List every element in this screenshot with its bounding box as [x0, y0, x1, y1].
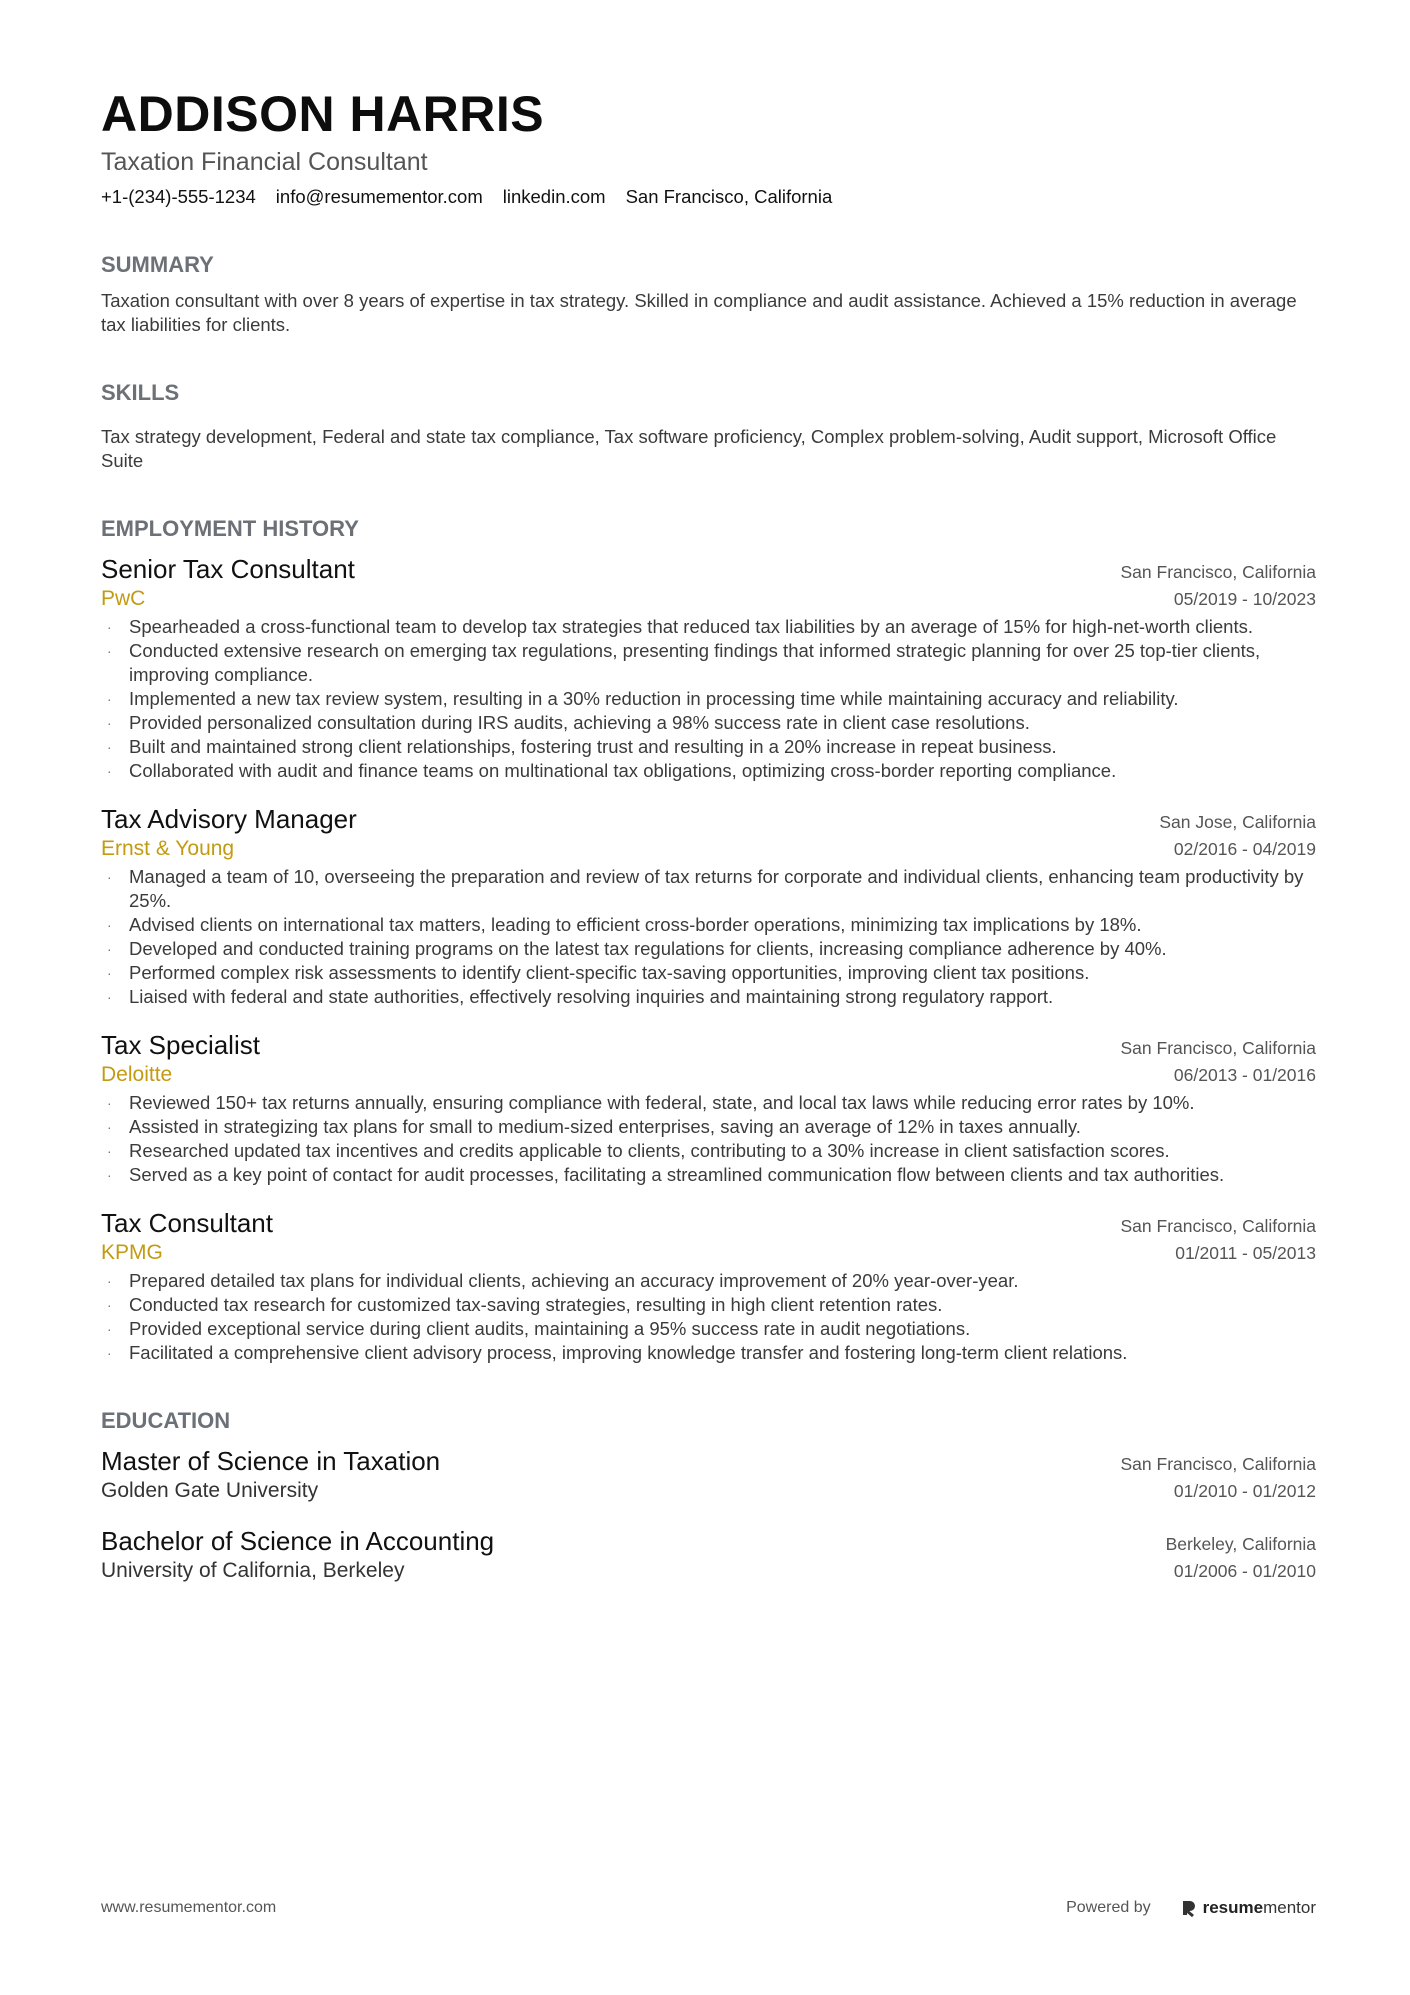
- job-entry: [101, 553, 1316, 783]
- achievement-text: Performed complex risk assessments to identify client-specific tax-saving opportunities, improving client tax positions.: [129, 962, 1090, 983]
- job-subheader-row: [101, 1061, 1316, 1089]
- achievement-item: [101, 1115, 1316, 1139]
- achievement-text: Advised clients on international tax matters, leading to efficient cross-border operations, minimizing tax implications by 18%.: [129, 914, 1142, 935]
- company-name: PwC: [101, 587, 146, 610]
- bullet-icon: ·: [107, 643, 112, 659]
- achievement-list: [101, 1091, 1316, 1187]
- achievement-item: [101, 735, 1316, 759]
- achievement-list: [101, 1269, 1316, 1365]
- education-section: [101, 1407, 1316, 1585]
- achievement-text: Conducted extensive research on emerging tax regulations, presenting findings that informed strategic planning for over 25 top-tier clients, improving compliance.: [129, 640, 1261, 685]
- achievement-item: [101, 1163, 1316, 1187]
- bullet-icon: ·: [107, 1143, 112, 1159]
- school-name: Golden Gate University: [101, 1479, 319, 1502]
- resumementor-logo-icon: [1181, 1899, 1197, 1917]
- job-subheader-row: [101, 585, 1316, 613]
- brand-rest: mentor: [1263, 1898, 1316, 1917]
- contact-phone: +1-(234)-555-1234: [101, 186, 256, 207]
- achievement-text: Built and maintained strong client relationships, fostering trust and resulting in a 20% increase in repeat business.: [129, 736, 1057, 757]
- job-title: Senior Tax Consultant: [101, 554, 355, 584]
- achievement-text: Provided personalized consultation during IRS audits, achieving a 98% success rate in client case resolutions.: [129, 712, 1030, 733]
- achievement-item: [101, 1317, 1316, 1341]
- employment-heading: EMPLOYMENT HISTORY: [101, 516, 359, 541]
- contact-linkedin: linkedin.com: [502, 186, 606, 207]
- summary-text: Taxation consultant with over 8 years of expertise in tax strategy. Skilled in compliance and audit assistance. Achieved a 15% reduction in average tax liabilities for clients.: [101, 290, 1297, 335]
- brand-logo: [1181, 1898, 1316, 1918]
- summary-heading: SUMMARY: [101, 252, 214, 277]
- achievement-text: Conducted tax research for customized tax-saving strategies, resulting in high client retention rates.: [129, 1294, 943, 1315]
- school-name: University of California, Berkeley: [101, 1559, 405, 1582]
- bullet-icon: ·: [107, 941, 112, 957]
- bullet-icon: ·: [107, 763, 112, 779]
- achievement-item: [101, 985, 1316, 1009]
- degree-name: Master of Science in Taxation: [101, 1446, 441, 1476]
- bullet-icon: ·: [107, 1167, 112, 1183]
- powered-by: [1066, 1898, 1316, 1918]
- page-footer: [101, 1898, 1316, 1918]
- achievement-text: Assisted in strategizing tax plans for small to medium-sized enterprises, saving an average of 12% in taxes annually.: [129, 1116, 1081, 1137]
- achievement-list: [101, 865, 1316, 1009]
- bullet-icon: ·: [107, 715, 112, 731]
- bullet-icon: ·: [107, 1119, 112, 1135]
- job-location: San Jose, California: [1159, 812, 1316, 832]
- achievement-item: [101, 937, 1316, 961]
- achievement-text: Served as a key point of contact for audit processes, facilitating a streamlined communication flow between clients and tax authorities.: [129, 1164, 1225, 1185]
- school-location: San Francisco, California: [1120, 1454, 1316, 1474]
- achievement-item: [101, 711, 1316, 735]
- job-location: San Francisco, California: [1120, 1038, 1316, 1058]
- job-title: Tax Consultant: [101, 1208, 273, 1238]
- achievement-item: [101, 1139, 1316, 1163]
- education-subheader-row: [101, 1477, 1316, 1505]
- bullet-icon: ·: [107, 1095, 112, 1111]
- education-heading: EDUCATION: [101, 1408, 231, 1433]
- achievement-text: Collaborated with audit and finance teams on multinational tax obligations, optimizing cross-border reporting compliance.: [129, 760, 1117, 781]
- achievement-item: [101, 687, 1316, 711]
- bullet-icon: ·: [107, 1273, 112, 1289]
- achievement-item: [101, 1269, 1316, 1293]
- contact-location: San Francisco, California: [625, 186, 833, 207]
- achievement-item: [101, 913, 1316, 937]
- bullet-icon: ·: [107, 965, 112, 981]
- education-header-row: [101, 1445, 1316, 1477]
- achievement-item: [101, 1341, 1316, 1365]
- job-title: Tax Advisory Manager: [101, 804, 357, 834]
- powered-by-label: Powered by: [1066, 1899, 1151, 1916]
- bullet-icon: ·: [107, 1297, 112, 1313]
- job-title: Tax Specialist: [101, 1030, 260, 1060]
- job-header-row: [101, 1207, 1316, 1239]
- job-dates: 02/2016 - 04/2019: [1173, 839, 1316, 859]
- bullet-icon: ·: [107, 917, 112, 933]
- job-header-row: [101, 1029, 1316, 1061]
- skills-text: Tax strategy development, Federal and state tax compliance, Tax software proficiency, Complex problem-solving, Audit support, Microsoft Office Suite: [101, 426, 1277, 471]
- job-entry: [101, 1207, 1316, 1365]
- achievement-item: [101, 961, 1316, 985]
- job-subheader-row: [101, 1239, 1316, 1267]
- contact-email: info@resumementor.com: [275, 186, 483, 207]
- job-list: [101, 553, 1316, 1365]
- job-header-row: [101, 803, 1316, 835]
- achievement-item: [101, 639, 1316, 687]
- achievement-list: [101, 615, 1316, 783]
- education-subheader-row: [101, 1557, 1316, 1585]
- achievement-item: [101, 615, 1316, 639]
- achievement-item: [101, 865, 1316, 913]
- skills-section: [101, 379, 1316, 473]
- achievement-text: Reviewed 150+ tax returns annually, ensuring compliance with federal, state, and local tax laws while reducing error rates by 10%.: [129, 1092, 1195, 1113]
- education-entry: [101, 1525, 1316, 1585]
- achievement-text: Developed and conducted training programs on the latest tax regulations for clients, increasing compliance adherence by 40%.: [129, 938, 1167, 959]
- bullet-icon: ·: [107, 1345, 112, 1361]
- education-dates: 01/2006 - 01/2010: [1173, 1561, 1316, 1581]
- education-dates: 01/2010 - 01/2012: [1173, 1481, 1316, 1501]
- job-dates: 06/2013 - 01/2016: [1173, 1065, 1316, 1085]
- footer-website: www.resumementor.com: [101, 1899, 277, 1916]
- education-entry: [101, 1445, 1316, 1505]
- achievement-text: Provided exceptional service during client audits, maintaining a 95% success rate in audit negotiations.: [129, 1318, 971, 1339]
- bullet-icon: ·: [107, 989, 112, 1005]
- employment-section: [101, 515, 1316, 1365]
- achievement-item: [101, 759, 1316, 783]
- candidate-name: ADDISON HARRIS: [101, 86, 545, 142]
- skills-heading: SKILLS: [101, 380, 180, 405]
- company-name: Deloitte: [101, 1063, 173, 1086]
- company-name: Ernst & Young: [101, 837, 235, 860]
- achievement-item: [101, 1293, 1316, 1317]
- job-subheader-row: [101, 835, 1316, 863]
- company-name: KPMG: [101, 1241, 163, 1264]
- job-entry: [101, 803, 1316, 1009]
- job-header-row: [101, 553, 1316, 585]
- candidate-title: Taxation Financial Consultant: [101, 148, 428, 176]
- achievement-text: Facilitated a comprehensive client advisory process, improving knowledge transfer and fostering long-term client relations.: [129, 1342, 1128, 1363]
- job-dates: 01/2011 - 05/2013: [1175, 1243, 1316, 1263]
- bullet-icon: ·: [107, 739, 112, 755]
- job-location: San Francisco, California: [1120, 562, 1316, 582]
- achievement-text: Managed a team of 10, overseeing the preparation and review of tax returns for corporate and individual clients, enhancing team productivity by 25%.: [129, 866, 1304, 911]
- education-header-row: [101, 1525, 1316, 1557]
- achievement-text: Researched updated tax incentives and credits applicable to clients, contributing to a 30% increase in client satisfaction scores.: [129, 1140, 1170, 1161]
- brand-bold: resume: [1202, 1898, 1264, 1917]
- achievement-text: Spearheaded a cross-functional team to develop tax strategies that reduced tax liabilities by an average of 15% for high-net-worth clients.: [129, 616, 1254, 637]
- degree-name: Bachelor of Science in Accounting: [101, 1526, 495, 1556]
- job-dates: 05/2019 - 10/2023: [1173, 589, 1316, 609]
- bullet-icon: ·: [107, 1321, 112, 1337]
- bullet-icon: ·: [107, 619, 112, 635]
- job-entry: [101, 1029, 1316, 1187]
- resume-page: [101, 0, 1316, 1585]
- job-location: San Francisco, California: [1120, 1216, 1316, 1236]
- bullet-icon: ·: [107, 869, 112, 885]
- achievement-text: Liaised with federal and state authorities, effectively resolving inquiries and maintaining strong regulatory rapport.: [129, 986, 1054, 1007]
- achievement-text: Prepared detailed tax plans for individual clients, achieving an accuracy improvement of 20% year-over-year.: [129, 1270, 1019, 1291]
- school-location: Berkeley, California: [1165, 1534, 1316, 1554]
- achievement-item: [101, 1091, 1316, 1115]
- education-list: [101, 1445, 1316, 1585]
- bullet-icon: ·: [107, 691, 112, 707]
- summary-section: [101, 251, 1316, 337]
- contact-row: [101, 185, 1316, 209]
- achievement-text: Implemented a new tax review system, resulting in a 30% reduction in processing time while maintaining accuracy and reliability.: [129, 688, 1179, 709]
